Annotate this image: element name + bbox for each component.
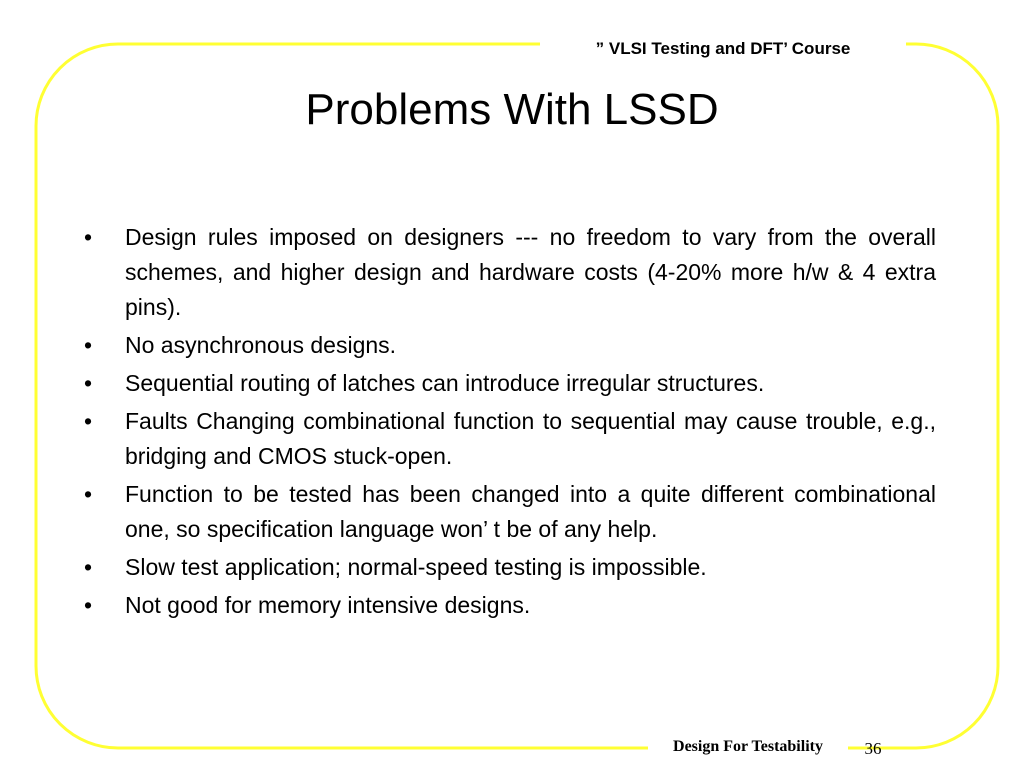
bullet-dot-icon: • <box>84 224 93 250</box>
bullet-text: No asynchronous designs. <box>125 332 397 358</box>
bullet-text: Faults Changing combinational function to sequential may cause trouble, e.g., bridging and CMOS stuck-open. <box>125 408 936 469</box>
bullet-item <box>84 477 936 547</box>
bullet-list <box>84 220 936 626</box>
bullet-dot-icon: • <box>84 554 93 580</box>
bullet-item <box>84 328 936 363</box>
bullet-text: Function to be tested has been changed into a quite different combinational one, so specification language won’ t be of any help. <box>125 481 936 542</box>
bullet-item <box>84 550 936 585</box>
bullet-dot-icon: • <box>84 332 93 358</box>
bullet-dot-icon: • <box>84 408 93 434</box>
slide-title: Problems With LSSD <box>305 85 719 134</box>
bullet-item <box>84 366 936 401</box>
bullet-dot-icon: • <box>84 592 93 618</box>
bullet-item <box>84 220 936 325</box>
bullet-text: Slow test application; normal-speed testing is impossible. <box>125 554 707 580</box>
footer-title: Design For Testability <box>648 734 848 760</box>
page-number: 36 <box>864 739 882 758</box>
bullet-text: Design rules imposed on designers --- no freedom to vary from the overall schemes, and higher design and hardware costs (4-20% more h/w & 4 extra pins). <box>125 224 936 320</box>
bullet-dot-icon: • <box>84 481 93 507</box>
bullet-item <box>84 404 936 474</box>
bullet-text: Sequential routing of latches can introduce irregular structures. <box>125 370 765 396</box>
bullet-dot-icon: • <box>84 370 93 396</box>
bullet-text: Not good for memory intensive designs. <box>125 592 531 618</box>
course-header: ” VLSI Testing and DFT’ Course <box>540 36 906 62</box>
bullet-item <box>84 588 936 623</box>
